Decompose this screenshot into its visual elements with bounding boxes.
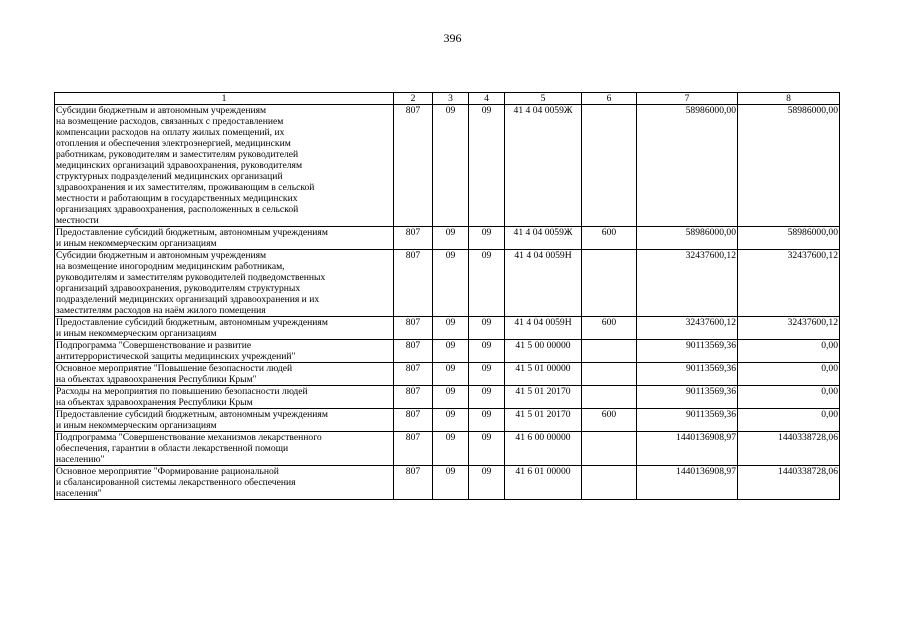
row-subsection-cell: 09	[469, 227, 505, 250]
row-expense-type-cell: 600	[582, 227, 637, 250]
row-name-cell: Расходы на мероприятия по повышению безопасности людей на объектах здравоохранения Республики Крым	[55, 386, 394, 409]
row-ministry-cell: 807	[394, 409, 433, 432]
row-section-cell: 09	[433, 432, 469, 466]
header-col-1: 1	[55, 93, 394, 105]
page-number: 396	[443, 31, 462, 45]
row-amount-year1-cell: 90113569,36	[637, 409, 738, 432]
row-expense-type-cell	[582, 105, 637, 227]
header-col-5: 5	[505, 93, 582, 105]
row-ministry-cell: 807	[394, 250, 433, 317]
row-name-cell: Основное мероприятие "Повышение безопасности людей на объектах здравоохранения Республики Крым"	[55, 363, 394, 386]
row-amount-year1-cell: 32437600,12	[637, 317, 738, 340]
row-target-code-cell: 41 6 01 00000	[505, 466, 582, 500]
row-name-cell: Подпрограмма "Совершенствование и развитие антитеррористической защиты медицинских учреждений"	[55, 340, 394, 363]
row-amount-year2-cell: 0,00	[738, 340, 840, 363]
row-subsection-cell: 09	[469, 105, 505, 227]
row-target-code-cell: 41 6 00 00000	[505, 432, 582, 466]
row-expense-type-cell	[582, 466, 637, 500]
header-col-3: 3	[433, 93, 469, 105]
row-target-code-cell: 41 4 04 0059Н	[505, 317, 582, 340]
row-subsection-cell: 09	[469, 317, 505, 340]
row-ministry-cell: 807	[394, 227, 433, 250]
row-amount-year2-cell: 32437600,12	[738, 250, 840, 317]
row-amount-year1-cell: 32437600,12	[637, 250, 738, 317]
row-subsection-cell: 09	[469, 363, 505, 386]
row-section-cell: 09	[433, 105, 469, 227]
row-ministry-cell: 807	[394, 432, 433, 466]
row-subsection-cell: 09	[469, 250, 505, 317]
header-row	[55, 93, 840, 105]
table-row	[55, 466, 840, 500]
table-body	[55, 105, 840, 500]
row-amount-year2-cell: 58986000,00	[738, 105, 840, 227]
header-col-7: 7	[637, 93, 738, 105]
row-amount-year2-cell: 58986000,00	[738, 227, 840, 250]
row-amount-year2-cell: 32437600,12	[738, 317, 840, 340]
row-section-cell: 09	[433, 409, 469, 432]
row-section-cell: 09	[433, 250, 469, 317]
row-name-cell: Предоставление субсидий бюджетным, автономным учреждениям и иным некоммерческим организациям	[55, 317, 394, 340]
row-ministry-cell: 807	[394, 466, 433, 500]
table-header	[55, 93, 840, 105]
row-name-cell: Основное мероприятие "Формирование рациональной и сбалансированной системы лекарственного обеспечения населения"	[55, 466, 394, 500]
row-name-cell: Субсидии бюджетным и автономным учреждениям на возмещение иногородним медицинским работникам, руководителям и заместителям руководителей подведомственных организаций здравоохранения, руководителям структурных подразделений медицинских организаций здравоохранения и их заместителям расходов на наём жилого помещения	[55, 250, 394, 317]
row-amount-year1-cell: 58986000,00	[637, 105, 738, 227]
row-target-code-cell: 41 4 04 0059Н	[505, 250, 582, 317]
table-row	[55, 386, 840, 409]
row-target-code-cell: 41 5 01 00000	[505, 363, 582, 386]
table-row	[55, 317, 840, 340]
row-ministry-cell: 807	[394, 340, 433, 363]
row-expense-type-cell	[582, 250, 637, 317]
row-amount-year2-cell: 0,00	[738, 409, 840, 432]
row-section-cell: 09	[433, 386, 469, 409]
row-amount-year2-cell: 0,00	[738, 386, 840, 409]
row-expense-type-cell	[582, 340, 637, 363]
row-expense-type-cell	[582, 386, 637, 409]
row-expense-type-cell	[582, 432, 637, 466]
row-ministry-cell: 807	[394, 363, 433, 386]
row-subsection-cell: 09	[469, 386, 505, 409]
row-target-code-cell: 41 5 00 00000	[505, 340, 582, 363]
row-expense-type-cell: 600	[582, 317, 637, 340]
table-row	[55, 250, 840, 317]
row-target-code-cell: 41 5 01 20170	[505, 386, 582, 409]
row-amount-year1-cell: 58986000,00	[637, 227, 738, 250]
table-row	[55, 363, 840, 386]
table-row	[55, 105, 840, 227]
table-row	[55, 409, 840, 432]
row-amount-year1-cell: 90113569,36	[637, 386, 738, 409]
row-target-code-cell: 41 4 04 0059Ж	[505, 227, 582, 250]
row-subsection-cell: 09	[469, 466, 505, 500]
table-row	[55, 340, 840, 363]
row-target-code-cell: 41 4 04 0059Ж	[505, 105, 582, 227]
row-ministry-cell: 807	[394, 386, 433, 409]
budget-table	[54, 92, 840, 500]
row-name-cell: Подпрограмма "Совершенствование механизмов лекарственного обеспечения, гарантии в области лекарственной помощи населению"	[55, 432, 394, 466]
row-amount-year1-cell: 1440136908,97	[637, 466, 738, 500]
row-ministry-cell: 807	[394, 105, 433, 227]
row-ministry-cell: 807	[394, 317, 433, 340]
row-section-cell: 09	[433, 466, 469, 500]
header-col-2: 2	[394, 93, 433, 105]
row-subsection-cell: 09	[469, 409, 505, 432]
row-target-code-cell: 41 5 01 20170	[505, 409, 582, 432]
row-amount-year2-cell: 1440338728,06	[738, 466, 840, 500]
row-amount-year1-cell: 90113569,36	[637, 363, 738, 386]
row-section-cell: 09	[433, 363, 469, 386]
table-row	[55, 227, 840, 250]
row-name-cell: Предоставление субсидий бюджетным, автономным учреждениям и иным некоммерческим организациям	[55, 227, 394, 250]
row-section-cell: 09	[433, 317, 469, 340]
row-amount-year2-cell: 0,00	[738, 363, 840, 386]
row-name-cell: Субсидии бюджетным и автономным учреждениям на возмещение расходов, связанных с предоставлением компенсации расходов на оплату жилых помещений, их отопления и обеспечения электроэнергией, медицинским работникам, руководителям и заместителям руководителей медицинских организаций здравоохранения, руководителям структурных подразделений медицинских организаций здравоохранения и их заместителям, проживающим в сельской местности и работающим в государственных медицинских организациях здравоохранения, расположенных в сельской местности	[55, 105, 394, 227]
row-amount-year1-cell: 90113569,36	[637, 340, 738, 363]
row-section-cell: 09	[433, 340, 469, 363]
row-name-cell: Предоставление субсидий бюджетным, автономным учреждениям и иным некоммерческим организациям	[55, 409, 394, 432]
row-amount-year1-cell: 1440136908,97	[637, 432, 738, 466]
table-row	[55, 432, 840, 466]
header-col-8: 8	[738, 93, 840, 105]
row-expense-type-cell: 600	[582, 409, 637, 432]
row-subsection-cell: 09	[469, 340, 505, 363]
row-section-cell: 09	[433, 227, 469, 250]
header-col-6: 6	[582, 93, 637, 105]
row-subsection-cell: 09	[469, 432, 505, 466]
row-amount-year2-cell: 1440338728,06	[738, 432, 840, 466]
row-expense-type-cell	[582, 363, 637, 386]
header-col-4: 4	[469, 93, 505, 105]
